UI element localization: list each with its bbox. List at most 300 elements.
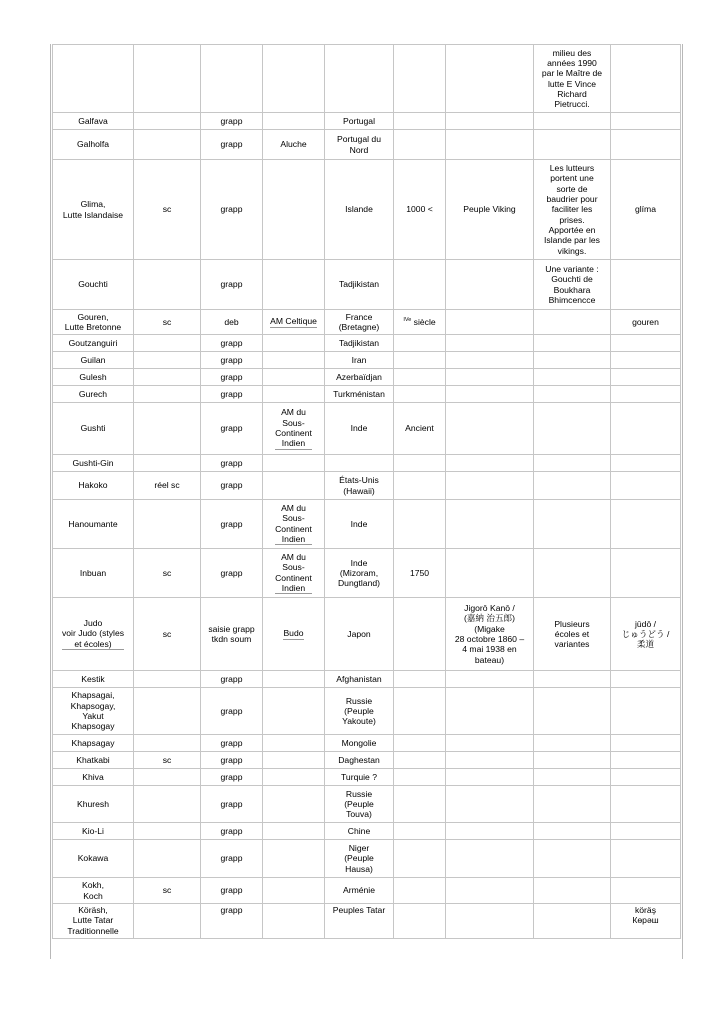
table-cell — [534, 310, 611, 335]
table-cell — [325, 369, 394, 386]
cell-text: grapp — [220, 771, 243, 782]
cell-text: sc — [162, 885, 172, 896]
table-cell — [611, 735, 681, 752]
cell-text: grapp — [220, 354, 243, 365]
table-cell — [325, 352, 394, 369]
table-cell — [263, 352, 325, 369]
table-row — [53, 113, 681, 130]
table-cell — [53, 598, 134, 671]
cell-text: Köräsh, Lutte Tatar Traditionnelle — [67, 905, 119, 936]
cell-text: 1750 — [409, 567, 430, 578]
cell-text: sc — [162, 204, 172, 215]
cell-text: grapp — [220, 737, 243, 748]
table-cell — [53, 386, 134, 403]
table-cell — [394, 878, 446, 904]
table-cell — [446, 403, 534, 455]
cell-text: grapp — [220, 518, 243, 529]
table-cell — [134, 769, 201, 786]
table-cell — [534, 386, 611, 403]
table-cell — [325, 45, 394, 113]
table-cell — [446, 598, 534, 671]
table-cell — [325, 455, 394, 472]
table-row — [53, 769, 681, 786]
cell-text: grapp — [220, 204, 243, 215]
cell-text: Judo — [83, 618, 103, 629]
cell-text: jūdō / じゅうどう / 柔道 — [621, 618, 670, 650]
cell-text: grapp — [220, 905, 243, 915]
table-cell — [263, 113, 325, 130]
table-cell — [446, 786, 534, 823]
table-cell — [611, 598, 681, 671]
table-cell — [325, 904, 394, 939]
table-cell — [325, 472, 394, 500]
table-cell — [394, 786, 446, 823]
table-cell — [134, 735, 201, 752]
table-cell — [53, 130, 134, 160]
table-cell — [446, 769, 534, 786]
table-cell — [134, 549, 201, 598]
table-cell — [53, 549, 134, 598]
style-link[interactable]: AM Celtique — [270, 316, 317, 327]
table-cell — [394, 403, 446, 455]
cell-text: grapp — [220, 825, 243, 836]
table-cell — [446, 260, 534, 310]
table-cell — [263, 386, 325, 403]
table-cell — [446, 752, 534, 769]
table-cell — [446, 549, 534, 598]
table-cell — [325, 878, 394, 904]
cell-text: grapp — [220, 480, 243, 491]
table-cell — [611, 335, 681, 352]
cell-text: Khapsagay — [71, 737, 115, 748]
table-cell — [446, 840, 534, 878]
table-row — [53, 823, 681, 840]
cell-text: Gouren, Lutte Bretonne — [64, 311, 122, 332]
table-cell — [394, 130, 446, 160]
table-cell — [325, 130, 394, 160]
table-cell — [263, 878, 325, 904]
cell-text: Aluche — [280, 139, 307, 150]
table-cell — [134, 752, 201, 769]
table-cell — [201, 113, 263, 130]
style-link[interactable]: Budo — [283, 628, 304, 639]
table-cell — [201, 752, 263, 769]
cell-text: milieu des années 1990 par le Maître de lutte E Vince Richard Pietrucci. — [541, 47, 603, 110]
table-cell — [263, 130, 325, 160]
cell-text: gouren — [632, 316, 659, 327]
cell-text: Tadjikistan — [338, 337, 380, 348]
cell-text: grapp — [220, 337, 243, 348]
table-cell — [201, 688, 263, 735]
table-cell — [201, 769, 263, 786]
table-cell — [53, 260, 134, 310]
table-cell — [394, 472, 446, 500]
table-cell — [446, 369, 534, 386]
table-cell — [134, 403, 201, 455]
table-cell — [134, 160, 201, 260]
table-cell — [201, 45, 263, 113]
cell-text: Russie (Peuple Yakoute) — [342, 695, 376, 727]
table-cell — [394, 369, 446, 386]
cell-text: grapp — [220, 885, 243, 896]
table-row — [53, 878, 681, 904]
table-cell — [534, 500, 611, 549]
table-cell — [134, 113, 201, 130]
cell-text: Kio-Li — [82, 825, 104, 836]
table-cell — [394, 598, 446, 671]
table-cell — [611, 500, 681, 549]
cell-text: Afghanistan — [336, 673, 382, 684]
cell-text: grapp — [220, 754, 243, 765]
table-cell — [134, 500, 201, 549]
table-cell — [534, 335, 611, 352]
table-cell — [53, 500, 134, 549]
table-cell — [394, 160, 446, 260]
table-cell — [325, 549, 394, 598]
table-cell — [53, 113, 134, 130]
table-cell — [53, 878, 134, 904]
table-cell — [446, 878, 534, 904]
table-row — [53, 455, 681, 472]
table-cell — [446, 500, 534, 549]
cell-text: Hakoko — [78, 480, 108, 491]
cell-text: Gushti-Gin — [72, 457, 114, 468]
table-cell — [611, 403, 681, 455]
table-cell — [611, 386, 681, 403]
table-cell — [611, 671, 681, 688]
table-cell — [446, 352, 534, 369]
table-cell — [263, 549, 325, 598]
table-cell — [611, 310, 681, 335]
cell-text: Mongolie — [341, 737, 377, 748]
cell-text: grapp — [220, 388, 243, 399]
table-cell — [325, 500, 394, 549]
table-cell — [134, 130, 201, 160]
table-cell — [263, 472, 325, 500]
table-cell — [134, 45, 201, 113]
table-cell — [53, 823, 134, 840]
table-cell — [201, 472, 263, 500]
cell-text: Peuples Tatar — [332, 905, 386, 915]
style-link[interactable]: AM du Sous- Continent Indien — [275, 407, 312, 449]
table-cell — [394, 335, 446, 352]
table-cell — [534, 904, 611, 939]
table-cell — [534, 472, 611, 500]
table-cell — [201, 878, 263, 904]
table-cell — [134, 786, 201, 823]
cell-text: sc — [162, 628, 172, 639]
cell-text: sc — [162, 567, 172, 578]
table-cell — [446, 130, 534, 160]
table-cell — [446, 310, 534, 335]
table-cell — [394, 455, 446, 472]
table-cell — [394, 735, 446, 752]
cell-text: grapp — [220, 853, 243, 864]
table-cell — [263, 688, 325, 735]
table-cell — [611, 160, 681, 260]
table-cell — [201, 455, 263, 472]
table-row — [53, 786, 681, 823]
cell-text: deb — [224, 316, 239, 327]
cell-text: Tadjikistan — [338, 279, 380, 290]
cell-text: Les lutteurs portent une sorte de baudrier pour faciliter les prises. Apportée en Islande par les vikings. — [544, 163, 600, 256]
table-cell — [325, 386, 394, 403]
table-cell — [394, 310, 446, 335]
table-cell — [53, 45, 134, 113]
table-cell — [446, 113, 534, 130]
table-cell — [53, 786, 134, 823]
table-cell — [263, 904, 325, 939]
cell-text: Japon — [347, 628, 371, 639]
table-cell — [263, 752, 325, 769]
cell-text: grapp — [220, 457, 243, 468]
cell-text: Inde — [350, 423, 368, 434]
cell-text: Chine — [347, 825, 371, 836]
table-cell — [134, 310, 201, 335]
table-cell — [201, 671, 263, 688]
table-cell — [263, 769, 325, 786]
table-row — [53, 598, 681, 671]
table-cell — [325, 823, 394, 840]
table-cell — [263, 310, 325, 335]
table-cell — [534, 598, 611, 671]
cell-text: Glima, Lutte Islandaise — [62, 199, 124, 220]
cell-text: Gulesh — [79, 371, 107, 382]
table-row — [53, 335, 681, 352]
see-judo-link[interactable]: voir Judo (styles et écoles) — [61, 628, 125, 649]
table-row — [53, 369, 681, 386]
table-cell — [534, 260, 611, 310]
table-cell — [263, 735, 325, 752]
table-row — [53, 260, 681, 310]
table-row — [53, 386, 681, 403]
table-cell — [534, 769, 611, 786]
table-cell — [263, 369, 325, 386]
style-link[interactable]: AM du Sous- Continent Indien — [275, 502, 312, 544]
cell-text: Ancient — [405, 423, 434, 434]
table-cell — [534, 671, 611, 688]
margin-rule — [682, 44, 683, 959]
table-cell — [201, 500, 263, 549]
cell-text: Kokh, Koch — [82, 880, 104, 901]
table-cell — [394, 671, 446, 688]
table-cell — [201, 840, 263, 878]
table-cell — [394, 752, 446, 769]
table-row — [53, 500, 681, 549]
table-cell — [534, 160, 611, 260]
table-cell — [534, 455, 611, 472]
table-cell — [611, 752, 681, 769]
cell-text: Une variante : Gouchti de Boukhara Bhimcencce — [545, 263, 599, 305]
cell-text: grapp — [220, 673, 243, 684]
cell-text: siècle — [413, 316, 436, 327]
table-cell — [201, 335, 263, 352]
table-cell — [534, 878, 611, 904]
table-cell — [201, 403, 263, 455]
cell-text: 1000 < — [406, 204, 433, 215]
table-cell — [534, 786, 611, 823]
cell-text: réel sc — [154, 480, 180, 491]
table-cell — [611, 113, 681, 130]
table-cell — [53, 752, 134, 769]
century-numeral: IVe — [403, 316, 412, 323]
cell-text: Inde (Mizoram, Dungtland) — [337, 557, 381, 589]
table-cell — [611, 455, 681, 472]
cell-text: Guilan — [80, 354, 106, 365]
table-cell — [134, 260, 201, 310]
table-cell — [263, 840, 325, 878]
cell-text: Jigorō Kanō / (嘉納 治五郎) (Migake 28 octobre 1860 – 4 mai 1938 en bateau) — [454, 603, 525, 665]
table-cell — [53, 472, 134, 500]
table-cell — [201, 369, 263, 386]
table-cell — [134, 386, 201, 403]
cell-text: Khiva — [82, 771, 104, 782]
cell-text: köräş Көрәш — [632, 905, 659, 926]
table-row — [53, 549, 681, 598]
cell-text: Niger (Peuple Hausa) — [344, 843, 374, 874]
table-cell — [325, 113, 394, 130]
table-cell — [201, 735, 263, 752]
table-cell — [53, 352, 134, 369]
table-cell — [201, 549, 263, 598]
table-cell — [611, 549, 681, 598]
table-row — [53, 160, 681, 260]
table-cell — [53, 735, 134, 752]
table-cell — [325, 598, 394, 671]
table-cell — [53, 310, 134, 335]
table-cell — [394, 352, 446, 369]
table-cell — [325, 671, 394, 688]
table-cell — [611, 840, 681, 878]
cell-text: Portugal du Nord — [337, 134, 381, 155]
table-cell — [394, 260, 446, 310]
table-cell — [263, 671, 325, 688]
cell-text: Turkménistan — [333, 388, 385, 399]
cell-text: Iran — [351, 354, 367, 365]
cell-text: Turquie ? — [341, 771, 377, 782]
table-cell — [134, 688, 201, 735]
table-cell — [534, 752, 611, 769]
cell-text: Azerbaïdjan — [336, 371, 382, 382]
cell-text: sc — [162, 754, 172, 765]
table-cell — [201, 598, 263, 671]
table-cell — [394, 823, 446, 840]
table-cell — [534, 352, 611, 369]
cell-text: grapp — [220, 139, 243, 150]
cell-text: Portugal — [342, 115, 375, 126]
table-cell — [325, 335, 394, 352]
table-cell — [201, 130, 263, 160]
cell-text: grapp — [220, 705, 243, 716]
table-cell — [325, 840, 394, 878]
table-cell — [611, 878, 681, 904]
cell-text: sc — [162, 316, 172, 327]
cell-text: Goutzanguiri — [68, 337, 118, 348]
table-row — [53, 130, 681, 160]
cell-text: Khuresh — [76, 798, 109, 809]
table-row — [53, 310, 681, 335]
cell-text: Gouchti — [78, 279, 108, 290]
table-row — [53, 403, 681, 455]
table-cell — [263, 335, 325, 352]
table-cell — [53, 403, 134, 455]
table-row — [53, 752, 681, 769]
table-cell — [611, 472, 681, 500]
cell-text: grapp — [220, 423, 243, 434]
table-cell — [611, 688, 681, 735]
cell-text: grapp — [220, 371, 243, 382]
cell-text: Russie (Peuple Touva) — [344, 788, 374, 820]
table-cell — [263, 260, 325, 310]
table-cell — [611, 823, 681, 840]
table-cell — [446, 904, 534, 939]
table-cell — [53, 904, 134, 939]
table-cell — [446, 160, 534, 260]
table-cell — [263, 786, 325, 823]
table-cell — [446, 386, 534, 403]
table-cell — [263, 45, 325, 113]
table-cell — [611, 130, 681, 160]
table-cell — [394, 549, 446, 598]
cell-text: Gushti — [80, 423, 106, 434]
table-cell — [534, 688, 611, 735]
table-row — [53, 472, 681, 500]
table-cell — [134, 904, 201, 939]
table-cell — [611, 786, 681, 823]
table-cell — [263, 160, 325, 260]
table-cell — [325, 403, 394, 455]
cell-text: Kokawa — [77, 853, 109, 864]
table-row — [53, 840, 681, 878]
table-cell — [134, 352, 201, 369]
table-row — [53, 352, 681, 369]
margin-rule — [50, 44, 51, 959]
table-cell — [534, 45, 611, 113]
table-cell — [394, 45, 446, 113]
cell-text: Hanoumante — [68, 518, 118, 529]
table-cell — [446, 472, 534, 500]
cell-text: Arménie — [343, 885, 375, 896]
cell-text: grapp — [220, 567, 243, 578]
table-cell — [446, 45, 534, 113]
style-link[interactable]: AM du Sous- Continent Indien — [275, 551, 312, 593]
table-cell — [263, 598, 325, 671]
table-cell — [201, 904, 263, 939]
table-row — [53, 671, 681, 688]
cell-text: Daghestan — [338, 754, 380, 765]
table-cell — [53, 160, 134, 260]
cell-text: Inbuan — [79, 567, 107, 578]
cell-text: France (Bretagne) — [338, 311, 380, 332]
cell-text: Galfava — [78, 115, 108, 126]
table-cell — [611, 45, 681, 113]
table-cell — [534, 840, 611, 878]
wrestling-styles-table — [52, 44, 681, 939]
table-row — [53, 735, 681, 752]
table-cell — [394, 688, 446, 735]
table-cell — [325, 752, 394, 769]
cell-text: États-Unis (Hawaii) — [339, 475, 379, 496]
table-cell — [201, 160, 263, 260]
table-row — [53, 688, 681, 735]
table-cell — [134, 598, 201, 671]
table-cell — [325, 786, 394, 823]
table-cell — [534, 549, 611, 598]
table-cell — [325, 260, 394, 310]
table-cell — [325, 735, 394, 752]
table-cell — [263, 500, 325, 549]
cell-text: grapp — [220, 115, 243, 126]
